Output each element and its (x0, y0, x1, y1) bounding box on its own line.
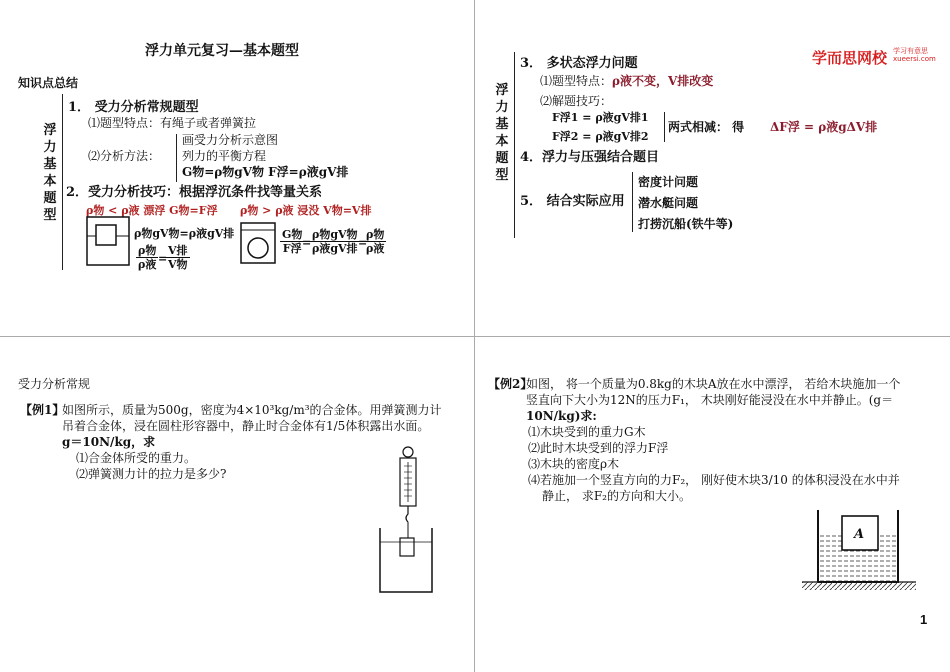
example-2-line-4: ⑴木块受到的重力G木 (528, 425, 646, 439)
outer-brace (62, 94, 63, 270)
example-1-line-2: 吊着合金体，浸在圆柱形容器中，静止时合金体有1/5体积露出水面。 (62, 419, 430, 433)
sink-fraction-3: ρ物 ρ液 (366, 228, 385, 255)
equation-2: F浮2 = ρ液gV排2 (552, 130, 649, 143)
float-case-label: ρ物 < ρ液 漂浮 G物=F浮 (86, 204, 218, 217)
application-a: 密度计问题 (638, 175, 699, 189)
equation-1: F浮1 = ρ液gV排1 (552, 111, 649, 124)
example-2-line-7: ⑷若施加一个竖直方向的力F₂， 刚好使木块3/10 的体积浸没在水中并 (528, 473, 900, 487)
example-2-line-3: 10N/kg)求: (526, 409, 597, 423)
example-2-line-8: 静止， 求F₂的方向和大小。 (542, 489, 691, 503)
example-1-line-5: ⑵弹簧测力计的拉力是多少? (76, 467, 227, 481)
equation-brace (660, 112, 665, 142)
example-2-line-6: ⑶木块的密度ρ木 (528, 457, 620, 471)
equals-sign: = (358, 236, 368, 249)
outer-brace-2 (514, 52, 515, 238)
example-1-label: 【例1】 (20, 403, 65, 417)
method-a: 画受力分析示意图 (182, 133, 279, 147)
wood-block-tank-figure (802, 508, 916, 594)
example-1-line-1: 如图所示，质量为500g，密度为4×10³kg/m³的合金体。用弹簧测力计 (62, 403, 442, 417)
float-fraction-left: ρ物 ρ液 (138, 244, 157, 271)
item-4-heading: 4．浮力与压强结合题目 (520, 150, 660, 165)
slide-title: 浮力单元复习—基本题型 (145, 43, 299, 59)
applications-brace (632, 172, 633, 232)
brand-logo: 学而思网校 (812, 49, 888, 67)
sink-case-label: ρ物 > ρ液 浸没 V物=V排 (240, 204, 372, 217)
equals-sign: = (158, 252, 168, 265)
example-1-line-3: g＝10N/kg，求 (62, 435, 156, 449)
side-label-vertical: 浮力基本题型 (43, 123, 57, 223)
example-2-line-5: ⑵此时木块受到的浮力F浮 (528, 441, 669, 455)
spring-scale-figure (376, 444, 436, 596)
page-number: 1 (920, 612, 928, 627)
float-equation: ρ物gV物=ρ液gV排 (134, 227, 235, 240)
application-c: 打捞沉船(铁牛等) (638, 217, 734, 231)
example-2-line-2: 竖直向下大小为12N的压力F₁， 木块刚好能浸没在水中并静止。(g＝ (526, 393, 894, 407)
section-heading-3: 受力分析常规 (18, 377, 91, 391)
subtract-result: ΔF浮 = ρ液gΔV排 (770, 120, 878, 134)
method-brace (176, 134, 177, 182)
side-label-vertical-2: 浮力基本题型 (495, 83, 509, 183)
sink-fraction-2: ρ物gV物 ρ液gV排 (312, 228, 358, 255)
example-2-line-1: 如图， 将一个质量为0.8kg的木块A放在水中漂浮， 若给木块施加一个 (526, 377, 901, 391)
example-2-label: 【例2】 (488, 377, 533, 391)
sinking-container-figure (240, 222, 276, 264)
item-5-heading: 5． 结合实际应用 (520, 194, 625, 209)
example-1-line-4: ⑴合金体所受的重力。 (76, 451, 197, 465)
item-1-feature: ⑴题型特点：有绳子或者弹簧拉 (88, 116, 257, 130)
method-c-formula: G物=ρ物gV物 F浮=ρ液gV排 (182, 165, 349, 179)
brand-logo-sub: 学习有意思 xueersi.com (893, 47, 936, 63)
item-3-heading: 3． 多状态浮力问题 (520, 56, 638, 71)
float-fraction-right: V排 V物 (168, 244, 188, 271)
application-b: 潜水艇问题 (638, 196, 699, 210)
equals-sign: = (302, 236, 312, 249)
method-b: 列力的平衡方程 (182, 149, 267, 163)
subtract-label: 两式相减： 得 (668, 120, 745, 134)
item-2-heading: 2．受力分析技巧：根据浮沉条件找等量关系 (66, 185, 323, 200)
quadrant-divider-horizontal (0, 336, 950, 337)
section-heading: 知识点总结 (18, 76, 79, 90)
sink-fraction-1: G物 F浮 (282, 228, 303, 255)
item-1-heading: 1． 受力分析常规题型 (68, 100, 199, 115)
item-3-feature: ⑴题型特点：ρ液不变，V排改变 (540, 74, 714, 88)
item-3-skill: ⑵解题技巧： (540, 94, 613, 108)
block-label: A (854, 527, 865, 542)
floating-container-figure (86, 216, 130, 266)
item-1-method-label: ⑵分析方法： (88, 149, 161, 163)
